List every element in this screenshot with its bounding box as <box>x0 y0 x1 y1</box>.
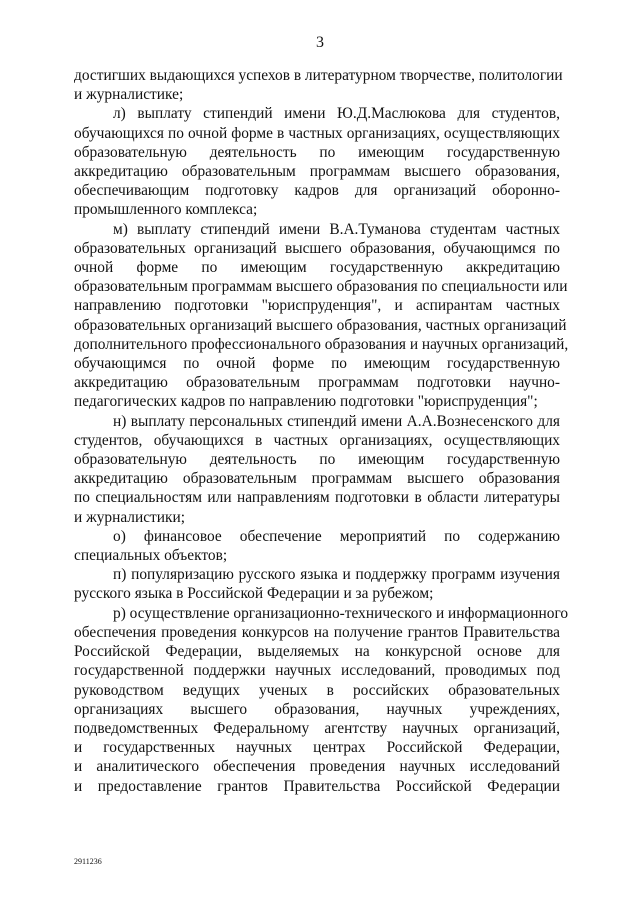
text-line: русского языка в Российской Федерации и за рубежом; <box>74 585 434 603</box>
text-line: м) выплату стипендий имени В.А.Туманова студентам частных <box>113 220 560 238</box>
page-number: 3 <box>316 34 324 51</box>
document-body <box>74 66 569 796</box>
text-line: достигших выдающихся успехов в литературном творчестве, политологии <box>74 67 563 84</box>
text-line: и аналитического обеспечения проведения научных исследований <box>74 758 560 776</box>
text-line: образовательных организаций высшего образования, обучающимся по <box>74 239 560 257</box>
document-code: 2911236 <box>74 857 102 866</box>
text-line: руководством ведущих ученых в российских образовательных <box>74 681 560 699</box>
text-line: образовательную деятельность по имеющим государственную <box>74 451 560 469</box>
text-line: образовательную деятельность по имеющим государственную <box>74 143 560 161</box>
text-line: промышленного комплекса; <box>74 201 258 219</box>
text-line: обучающихся по очной форме в частных организациях, осуществляющих <box>74 124 560 142</box>
text-line: аккредитацию образовательным программам подготовки научно- <box>74 374 560 392</box>
text-line: образовательным программам высшего образования по специальности или <box>74 278 568 296</box>
text-line: студентов, обучающихся в частных организациях, осуществляющих <box>74 431 560 449</box>
text-line: по специальностям или направлениям подготовки в области литературы <box>74 489 560 507</box>
text-line: аккредитацию образовательным программам высшего образования, <box>74 163 560 181</box>
text-line: направлению подготовки "юриспруденция", и аспирантам частных <box>74 297 560 315</box>
text-line: организациях высшего образования, научных учреждениях, <box>74 700 560 718</box>
text-line: р) осуществление организационно-технического и информационного <box>113 604 569 622</box>
text-line: педагогических кадров по направлению подготовки "юриспруденция"; <box>74 393 538 411</box>
text-line: очной форме по имеющим государственную аккредитацию <box>74 259 560 277</box>
text-line: и государственных научных центрах Российской Федерации, <box>74 739 560 757</box>
text-line: подведомственных Федеральному агентству научных организаций, <box>74 719 560 737</box>
text-line: и журналистики; <box>74 508 186 526</box>
text-line: обучающимся по очной форме по имеющим государственную <box>74 355 560 373</box>
text-line: дополнительного профессионального образования и научных организаций, <box>74 335 569 353</box>
text-line: специальных объектов; <box>74 547 228 565</box>
text-line: и предоставление грантов Правительства Российской Федерации <box>74 777 560 795</box>
text-line: обеспечивающим подготовку кадров для организаций оборонно- <box>74 182 560 200</box>
text-line: н) выплату персональных стипендий имени А.А.Вознесенского для <box>113 412 560 430</box>
text-line: и журналистике; <box>74 86 184 104</box>
text-line: о) финансовое обеспечение мероприятий по содержанию <box>113 527 560 545</box>
text-line: обеспечения проведения конкурсов на получение грантов Правительства <box>74 623 560 641</box>
text-line: государственной поддержки научных исследований, проводимых под <box>74 662 560 680</box>
text-line: образовательных организаций высшего образования, частных организаций <box>74 316 567 334</box>
text-line: л) выплату стипендий имени Ю.Д.Маслюкова для студентов, <box>113 105 560 123</box>
text-line: Российской Федерации, выделяемых на конкурсной основе для <box>74 643 560 661</box>
text-line: аккредитацию образовательным программам высшего образования <box>74 470 560 488</box>
text-line: п) популяризацию русского языка и поддержку программ изучения <box>113 566 560 584</box>
